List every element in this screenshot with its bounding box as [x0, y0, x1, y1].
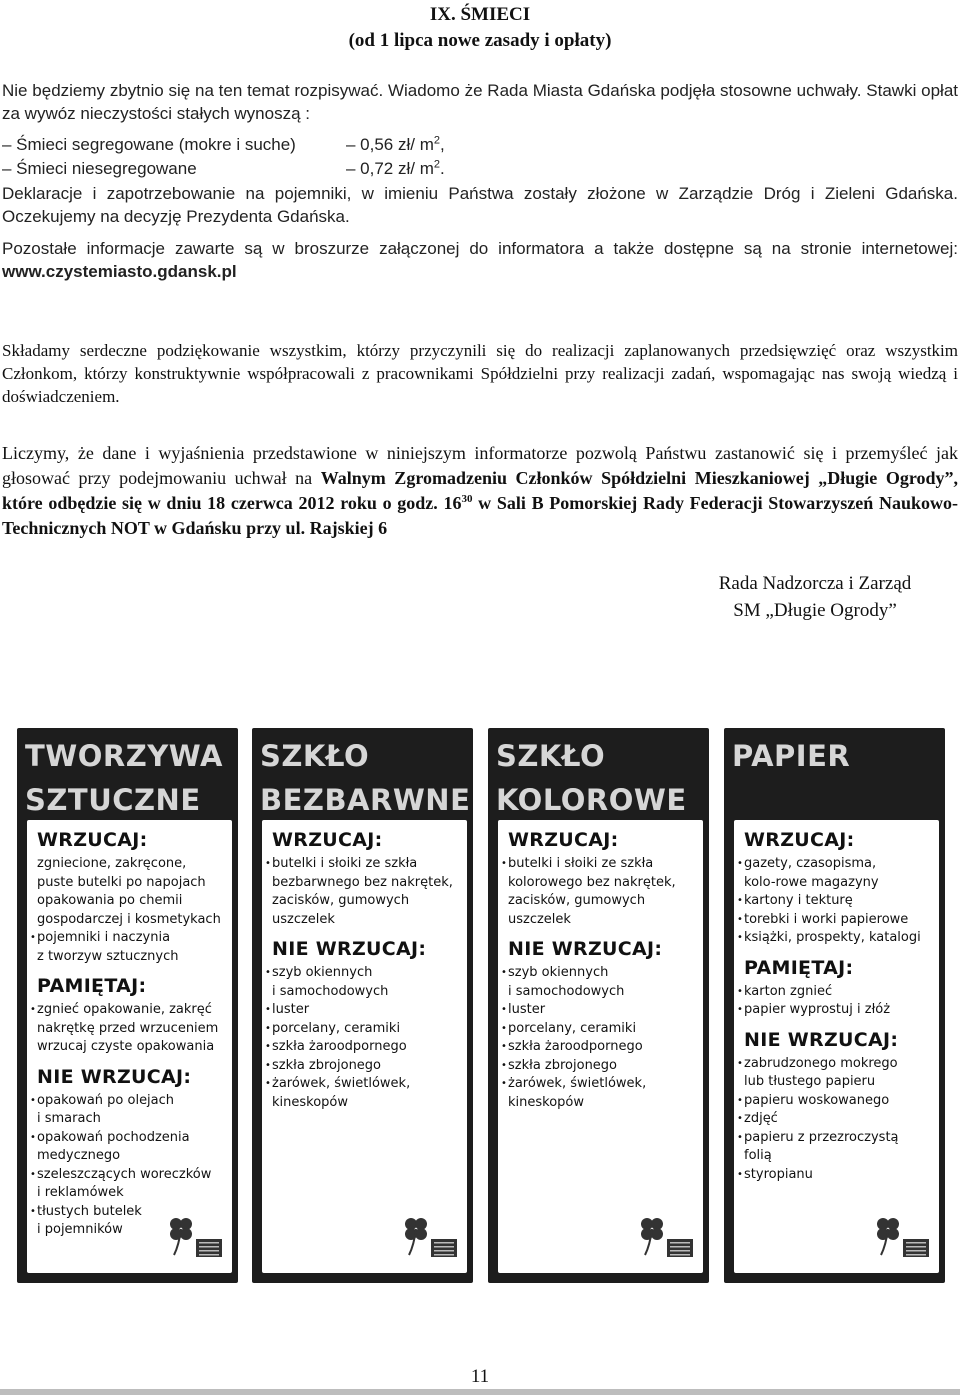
list-item — [272, 911, 461, 930]
item-text: folią — [744, 1148, 772, 1163]
item-text: i pojemników — [37, 1222, 123, 1237]
item-text: karton zgnieć — [744, 983, 833, 999]
bullet-icon: • — [737, 895, 743, 906]
bullet-icon: • — [737, 1094, 743, 1106]
section-heading: WRZUCAJ: — [272, 829, 383, 851]
item-text: opakowań po olejach — [37, 1092, 175, 1108]
list-item — [501, 964, 697, 983]
bullet-icon: • — [737, 858, 743, 869]
list-item — [737, 929, 933, 948]
clover-logo-icon — [637, 1215, 695, 1261]
item-text: papier wyprostuj i złóż — [744, 1002, 891, 1017]
bullet-icon: • — [30, 1205, 36, 1217]
list-item — [37, 1147, 226, 1166]
bullet-icon: • — [30, 1094, 36, 1106]
item-list — [737, 983, 933, 1020]
list-item — [37, 948, 226, 967]
list-item — [501, 1075, 697, 1094]
bullet-icon: • — [737, 1004, 743, 1015]
item-text: i samochodowych — [272, 983, 389, 999]
list-item — [737, 1166, 933, 1185]
list-item — [501, 1057, 697, 1076]
card-plastics — [17, 728, 238, 1283]
card-title: SZKŁO BEZBARWNE — [260, 739, 471, 817]
list-item — [30, 1092, 226, 1111]
section-subheading: (od 1 lipca nowe zasady i opłaty) — [348, 30, 612, 51]
card-panel — [27, 820, 232, 1273]
list-item — [37, 1020, 226, 1039]
item-text: kineskopów — [272, 1094, 349, 1110]
list-item — [265, 1020, 461, 1039]
bullet-icon: • — [501, 1078, 507, 1089]
list-item — [508, 1094, 697, 1113]
item-text: i smarach — [37, 1111, 101, 1126]
item-text: kineskopów — [508, 1094, 585, 1110]
list-item — [737, 1092, 933, 1111]
item-text: zabrudzonego mokrego — [744, 1055, 898, 1071]
item-text: uszczelek — [272, 911, 335, 927]
bullet-icon: • — [30, 1168, 36, 1180]
rate-label: – Śmieci niesegregowane — [2, 159, 197, 178]
item-text: zacisków, gumowych — [508, 893, 646, 908]
item-text: i reklamówek — [37, 1185, 124, 1200]
item-list — [737, 855, 933, 948]
rate-label: – Śmieci segregowane (mokre i suche) — [2, 135, 296, 154]
item-text: butelki i słoiki ze szkła — [508, 856, 654, 871]
list-item — [37, 911, 226, 930]
bullet-icon: • — [737, 1113, 743, 1124]
item-text: luster — [272, 1002, 310, 1017]
item-text: szeleszczących woreczków — [37, 1166, 212, 1182]
list-item — [37, 855, 226, 874]
list-item — [30, 1001, 226, 1020]
thanks-paragraph: Składamy serdeczne podziękowanie wszystkim, którzy przyczynili się do realizacji zaplanowanych przedsięwzięć oraz wszystkim Członkom, którzy konstruktywnie współpracowali z pracownikami Spółdzielni przy realizacji zadań, wspomagając nas swoją wiedzą i doświadczeniem. — [2, 341, 958, 406]
bullet-icon: • — [30, 1131, 36, 1143]
bullet-icon: • — [265, 858, 271, 869]
item-text: żarówek, świetlówek, — [508, 1076, 647, 1091]
item-text: zacisków, gumowych — [272, 893, 410, 908]
bullet-icon: • — [265, 1022, 271, 1034]
item-text: kolorowego bez nakrętek, — [508, 874, 676, 890]
item-text: butelki i słoiki ze szkła — [272, 856, 418, 871]
item-text: wrzucaj czyste opakowania — [37, 1039, 215, 1054]
item-text: bezbarwnego bez nakrętek, — [272, 874, 453, 890]
section-heading: WRZUCAJ: — [744, 829, 855, 851]
item-text: medycznego — [37, 1148, 121, 1163]
list-item — [737, 1110, 933, 1129]
bullet-icon: • — [737, 913, 743, 925]
card-title: SZKŁO KOLOROWE — [496, 739, 687, 817]
bullet-icon: • — [265, 967, 271, 978]
item-text: opakowań pochodzenia — [37, 1129, 190, 1145]
list-item — [508, 874, 697, 893]
website-link[interactable]: www.czystemiasto.gdansk.pl — [2, 262, 237, 281]
bullet-icon: • — [501, 858, 507, 869]
item-text: kolo-rowe magazyny — [744, 874, 879, 890]
item-text: książki, prospekty, katalogi — [744, 930, 921, 945]
bullet-icon: • — [737, 1057, 743, 1069]
list-item — [37, 1110, 226, 1129]
list-item — [508, 892, 697, 911]
signature-line-2: SM „Długie Ogrody” — [733, 600, 897, 621]
list-item — [737, 911, 933, 930]
list-item — [265, 1057, 461, 1076]
list-item — [737, 983, 933, 1002]
clover-logo-icon — [873, 1215, 931, 1261]
item-text: papieru z przezroczystą — [744, 1129, 899, 1145]
item-text: i samochodowych — [508, 983, 625, 999]
bullet-icon: • — [737, 985, 743, 997]
list-item — [508, 911, 697, 930]
list-item — [272, 1094, 461, 1113]
bullet-icon: • — [737, 932, 743, 943]
list-item — [265, 1075, 461, 1094]
card-colored-glass — [488, 728, 709, 1283]
item-list — [737, 1055, 933, 1185]
item-text: uszczelek — [508, 911, 571, 927]
bullet-icon: • — [501, 1004, 507, 1015]
item-list — [30, 1001, 226, 1057]
item-text: gospodarczej i kosmetykach — [37, 911, 221, 927]
item-list — [265, 964, 461, 1112]
item-text: szkła zbrojonego — [508, 1057, 618, 1073]
item-list — [265, 855, 461, 929]
list-item — [272, 874, 461, 893]
list-item — [265, 855, 461, 874]
item-text: lub tłustego papieru — [744, 1074, 876, 1089]
bullet-icon: • — [737, 1131, 743, 1143]
list-item — [37, 1038, 226, 1057]
list-item — [37, 1184, 226, 1203]
section-heading: NIE WRZUCAJ: — [272, 938, 427, 960]
item-text: torebki i worki papierowe — [744, 911, 909, 927]
item-text: szkła żaroodpornego — [508, 1039, 643, 1054]
item-text: tłustych butelek — [37, 1203, 142, 1219]
item-text: opakowania po chemii — [37, 893, 183, 908]
item-text: zgniecione, zakręcone, — [37, 856, 187, 871]
card-clear-glass — [252, 728, 473, 1283]
list-item — [744, 1073, 933, 1092]
item-text: puste butelki po napojach — [37, 874, 206, 890]
list-item — [265, 964, 461, 983]
item-list — [501, 855, 697, 929]
signature-line-1: Rada Nadzorcza i Zarząd — [718, 573, 912, 594]
list-item — [737, 855, 933, 874]
list-item — [30, 1166, 226, 1185]
list-item — [30, 1129, 226, 1148]
item-text: luster — [508, 1002, 546, 1017]
list-item — [501, 1020, 697, 1039]
item-text: styropianu — [744, 1166, 813, 1182]
section-heading: NIE WRZUCAJ: — [508, 938, 663, 960]
list-item — [30, 929, 226, 948]
section-heading: NIE WRZUCAJ: — [37, 1065, 192, 1088]
page-number: 11 — [470, 1366, 490, 1387]
item-text: szkła żaroodpornego — [272, 1039, 407, 1054]
list-item — [265, 1001, 461, 1020]
item-text: pojemniki i naczynia — [37, 930, 171, 945]
section-heading: WRZUCAJ: — [37, 829, 148, 851]
section-heading: WRZUCAJ: — [508, 829, 619, 851]
list-item — [265, 1038, 461, 1057]
section-heading: NIE WRZUCAJ: — [744, 1028, 899, 1051]
card-panel — [498, 820, 703, 1273]
bullet-icon: • — [265, 1059, 271, 1071]
item-text: zgnieć opakowanie, zakręć — [37, 1002, 212, 1017]
item-text: papieru woskowanego — [744, 1092, 890, 1108]
bullet-icon: • — [501, 1022, 507, 1034]
list-item — [737, 1001, 933, 1020]
list-item — [744, 1147, 933, 1166]
item-text: żarówek, świetlówek, — [272, 1076, 411, 1091]
clover-logo-icon — [166, 1215, 224, 1261]
rate-value: – 0,72 zł/ $m^2$. — [346, 158, 445, 178]
item-text: szkła zbrojonego — [272, 1057, 382, 1073]
bullet-icon: • — [265, 1004, 271, 1015]
rate-value: – 0,56 zł/ $m^2$, — [346, 134, 445, 154]
bullet-icon: • — [501, 1041, 507, 1052]
card-paper — [724, 728, 945, 1283]
card-title: PAPIER — [732, 739, 851, 773]
list-item — [501, 1038, 697, 1057]
bullet-icon: • — [30, 1004, 36, 1015]
section-heading: IX. ŚMIECI — [429, 4, 531, 25]
bullet-icon: • — [737, 1168, 743, 1180]
card-panel — [262, 820, 467, 1273]
list-item — [272, 892, 461, 911]
bullet-icon: • — [30, 932, 36, 943]
intro-paragraph: Nie będziemy zbytnio się na ten temat rozpisywać. Wiadomo że Rada Miasta Gdańska podjęła stosowne uchwały. Stawki opłat za wywóz nieczystości stałych wynoszą : — [2, 81, 958, 123]
item-text: porcelany, ceramiki — [272, 1020, 401, 1036]
footer-bar — [0, 1389, 960, 1395]
list-item — [508, 983, 697, 1002]
clover-logo-icon — [401, 1215, 459, 1261]
section-heading: PAMIĘTAJ: — [37, 975, 147, 997]
item-text: z tworzyw sztucznych — [37, 948, 179, 964]
list-item — [744, 874, 933, 893]
item-text: nakrętkę przed wrzuceniem — [37, 1020, 219, 1036]
declarations-paragraph: Deklaracje i zapotrzebowanie na pojemniki, w imieniu Państwa zostały złożone w Zarządzie Dróg i Zieleni Gdańska. Oczekujemy na decyzję Prezydenta Gdańska. — [2, 184, 958, 226]
card-panel — [734, 820, 939, 1273]
bullet-icon: • — [501, 1059, 507, 1071]
list-item — [37, 892, 226, 911]
list-item — [272, 983, 461, 1002]
item-text: gazety, czasopisma, — [744, 856, 877, 871]
item-text: szyb okiennych — [272, 965, 373, 980]
item-list — [30, 855, 226, 966]
waste-sorting-cards — [17, 728, 947, 1283]
list-item — [737, 892, 933, 911]
list-item — [737, 1055, 933, 1074]
bullet-icon: • — [265, 1078, 271, 1089]
bullet-icon: • — [501, 967, 507, 978]
item-list — [501, 964, 697, 1112]
list-item — [37, 874, 226, 893]
item-text: porcelany, ceramiki — [508, 1020, 637, 1036]
section-heading: PAMIĘTAJ: — [744, 956, 854, 979]
card-title: TWORZYWA SZTUCZNE — [25, 739, 223, 817]
list-item — [501, 855, 697, 874]
item-text: kartony i tekturę — [744, 893, 853, 908]
item-text: szyb okiennych — [508, 965, 609, 980]
closing-paragraph: Liczymy, że dane i wyjaśnienia przedstawione w niniejszym informatorze pozwolą Państwu zastanowić się i przemyśleć jak głosować przy podejmowaniu uchwał na Walnym Zgromadzeniu Członków Spółdzielni Mieszkaniowej „Długie Ogrody”, które odbędzie się w dniu 18 czerwca 2012 roku o godz. $16^{30}$ w Sali B Pomorskiej Rady Federacji Stowarzyszeń Naukowo-Technicznych NOT w Gdańsku przy ul. Rajskiej 6 — [2, 443, 958, 538]
info-paragraph: Pozostałe informacje zawarte są w broszurze załączonej do informatora a także dostępne są na stronie internetowej: www.czystemiasto.gdansk.pl — [2, 239, 958, 281]
bullet-icon: • — [265, 1041, 271, 1052]
item-text: zdjęć — [744, 1111, 778, 1126]
list-item — [737, 1129, 933, 1148]
list-item — [501, 1001, 697, 1020]
